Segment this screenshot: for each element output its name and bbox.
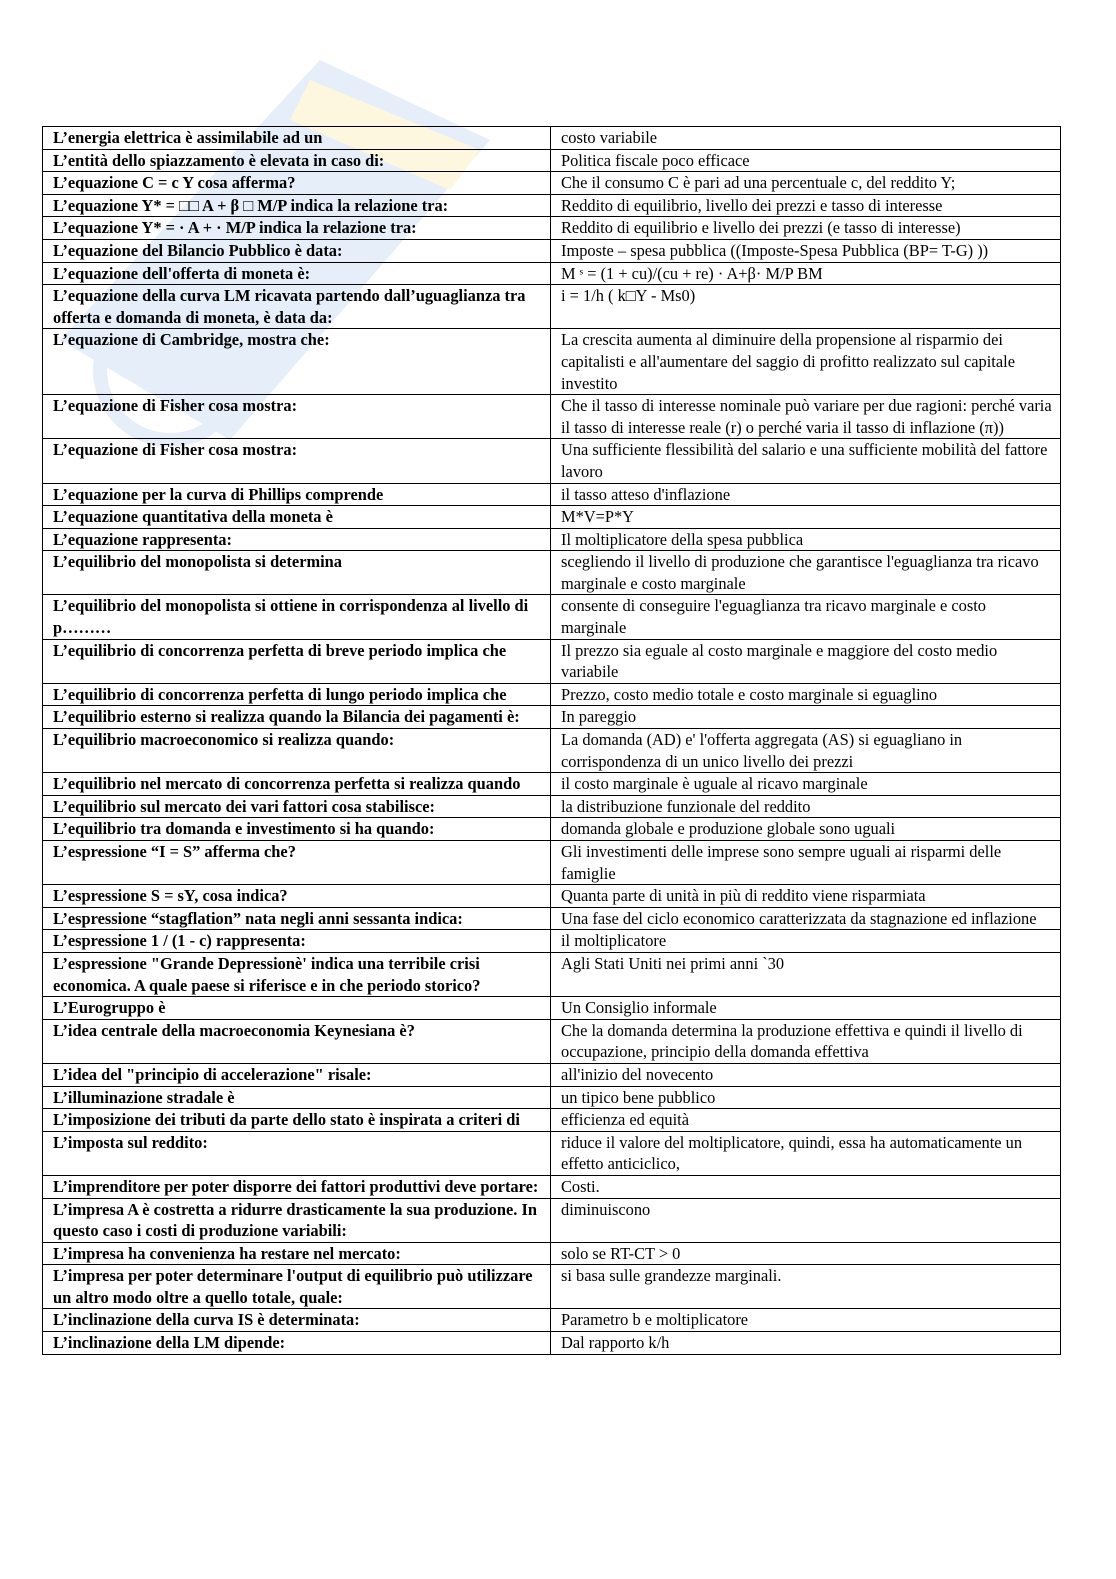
table-row [43,551,1061,595]
table-row [43,818,1061,841]
question-cell: L’equazione dell'offerta di moneta è: [43,262,551,285]
answer-cell: Il moltiplicatore della spesa pubblica [551,528,1061,551]
question-cell: L’espressione 1 / (1 - c) rappresenta: [43,930,551,953]
question-cell: L’inclinazione della curva IS è determinata: [43,1309,551,1332]
answer-cell: Gli investimenti delle imprese sono sempre uguali ai risparmi delle famiglie [551,841,1061,885]
answer-cell: i = 1/h ( k□Y - Ms0) [551,285,1061,329]
question-cell: L’impresa A è costretta a ridurre drasticamente la sua produzione. In questo caso i costi di produzione variabili: [43,1198,551,1242]
table-row [43,1019,1061,1063]
question-cell: L’equilibrio del monopolista si determina [43,551,551,595]
question-cell: L’Eurogruppo è [43,997,551,1020]
answer-cell: domanda globale e produzione globale sono uguali [551,818,1061,841]
answer-cell: il costo marginale è uguale al ricavo marginale [551,773,1061,796]
question-cell: L’equilibrio di concorrenza perfetta di breve periodo implica che [43,639,551,683]
answer-cell: Una fase del ciclo economico caratterizzata da stagnazione ed inflazione [551,907,1061,930]
question-cell: L’equazione Y* = · A + · M/P indica la relazione tra: [43,217,551,240]
table-row [43,239,1061,262]
answer-cell: il moltiplicatore [551,930,1061,953]
answer-cell: Quanta parte di unità in più di reddito viene risparmiata [551,885,1061,908]
question-cell: L’equazione rappresenta: [43,528,551,551]
table-row [43,506,1061,529]
table-row [43,285,1061,329]
table-row [43,729,1061,773]
table-row [43,639,1061,683]
answer-cell: Il prezzo sia eguale al costo marginale e maggiore del costo medio variabile [551,639,1061,683]
answer-cell: Dal rapporto k/h [551,1332,1061,1355]
answer-cell: solo se RT-CT > 0 [551,1242,1061,1265]
table-row [43,595,1061,639]
question-cell: L’espressione “I = S” afferma che? [43,841,551,885]
table-row [43,194,1061,217]
answer-cell: La crescita aumenta al diminuire della propensione al risparmio dei capitalisti e all'aumentare del saggio di profitto realizzato sul capitale investito [551,329,1061,395]
question-cell: L’espressione “stagflation” nata negli anni sessanta indica: [43,907,551,930]
question-cell: L’espressione S = sY, cosa indica? [43,885,551,908]
question-cell: L’equazione di Fisher cosa mostra: [43,439,551,483]
question-cell: L’equazione quantitativa della moneta è [43,506,551,529]
answer-cell: Agli Stati Uniti nei primi anni `30 [551,952,1061,996]
answer-cell: diminuiscono [551,1198,1061,1242]
question-cell: L’equilibrio del monopolista si ottiene in corrispondenza al livello di p……… [43,595,551,639]
question-cell: L’equilibrio sul mercato dei vari fattori cosa stabilisce: [43,795,551,818]
question-cell: L’imposta sul reddito: [43,1131,551,1175]
table-row [43,1332,1061,1355]
table-row [43,795,1061,818]
answer-cell: M ˢ = (1 + cu)/(cu + re) · A+β· M/P BM [551,262,1061,285]
answer-cell: Che il tasso di interesse nominale può variare per due ragioni: perché varia il tasso di interesse reale (r) o perché varia il tasso di inflazione (π)) [551,395,1061,439]
answer-cell: Imposte – spesa pubblica ((Imposte-Spesa Pubblica (BP= T-G) )) [551,239,1061,262]
table-row [43,907,1061,930]
question-cell: L’illuminazione stradale è [43,1086,551,1109]
answer-cell: consente di conseguire l'eguaglianza tra ricavo marginale e costo marginale [551,595,1061,639]
table-row [43,1242,1061,1265]
question-cell: L’equazione di Cambridge, mostra che: [43,329,551,395]
answer-cell: all'inizio del novecento [551,1063,1061,1086]
table-row [43,127,1061,150]
question-cell: L’idea del "principio di accelerazione" risale: [43,1063,551,1086]
answer-cell: M*V=P*Y [551,506,1061,529]
answer-cell: Costi. [551,1175,1061,1198]
table-row [43,997,1061,1020]
table-row [43,172,1061,195]
answer-cell: riduce il valore del moltiplicatore, quindi, essa ha automaticamente un effetto anticiclico, [551,1131,1061,1175]
question-cell: L’idea centrale della macroeconomia Keynesiana è? [43,1019,551,1063]
answer-cell: Reddito di equilibrio, livello dei prezzi e tasso di interesse [551,194,1061,217]
question-cell: L’equilibrio nel mercato di concorrenza perfetta si realizza quando [43,773,551,796]
table-row [43,1198,1061,1242]
qa-table [42,126,1061,1355]
table-row [43,1063,1061,1086]
question-cell: L’imposizione dei tributi da parte dello stato è inspirata a criteri di [43,1109,551,1132]
table-row [43,841,1061,885]
table-row [43,149,1061,172]
table-row [43,885,1061,908]
answer-cell: Che il consumo C è pari ad una percentuale c, del reddito Y; [551,172,1061,195]
question-cell: L’equazione della curva LM ricavata partendo dall’uguaglianza tra offerta e domanda di moneta, è data da: [43,285,551,329]
table-row [43,683,1061,706]
question-cell: L’equilibrio tra domanda e investimento si ha quando: [43,818,551,841]
question-cell: L’equazione Y* = □□ A + β □ M/P indica la relazione tra: [43,194,551,217]
question-cell: L’equazione C = c Y cosa afferma? [43,172,551,195]
table-row [43,706,1061,729]
table-row [43,1131,1061,1175]
answer-cell: La domanda (AD) e' l'offerta aggregata (AS) si eguagliano in corrispondenza di un unico livello dei prezzi [551,729,1061,773]
question-cell: L’energia elettrica è assimilabile ad un [43,127,551,150]
question-cell: L’equazione per la curva di Phillips comprende [43,483,551,506]
question-cell: L’equazione del Bilancio Pubblico è data: [43,239,551,262]
question-cell: L’entità dello spiazzamento è elevata in caso di: [43,149,551,172]
table-row [43,930,1061,953]
answer-cell: In pareggio [551,706,1061,729]
table-row [43,1309,1061,1332]
answer-cell: il tasso atteso d'inflazione [551,483,1061,506]
table-row [43,1109,1061,1132]
question-cell: L’equazione di Fisher cosa mostra: [43,395,551,439]
answer-cell: Politica fiscale poco efficace [551,149,1061,172]
table-row [43,217,1061,240]
table-row [43,483,1061,506]
question-cell: L’equilibrio macroeconomico si realizza quando: [43,729,551,773]
question-cell: L’espressione "Grande Depressionè' indica una terribile crisi economica. A quale paese si riferisce e in che periodo storico? [43,952,551,996]
question-cell: L’imprenditore per poter disporre dei fattori produttivi deve portare: [43,1175,551,1198]
answer-cell: si basa sulle grandezze marginali. [551,1265,1061,1309]
answer-cell: Che la domanda determina la produzione effettiva e quindi il livello di occupazione, principio della domanda effettiva [551,1019,1061,1063]
table-row [43,262,1061,285]
table-row [43,1175,1061,1198]
table-row [43,329,1061,395]
answer-cell: Parametro b e moltiplicatore [551,1309,1061,1332]
table-row [43,395,1061,439]
answer-cell: scegliendo il livello di produzione che garantisce l'eguaglianza tra ricavo marginale e costo marginale [551,551,1061,595]
answer-cell: Un Consiglio informale [551,997,1061,1020]
table-row [43,1086,1061,1109]
answer-cell: la distribuzione funzionale del reddito [551,795,1061,818]
question-cell: L’inclinazione della LM dipende: [43,1332,551,1355]
answer-cell: Una sufficiente flessibilità del salario e una sufficiente mobilità del fattore lavoro [551,439,1061,483]
answer-cell: efficienza ed equità [551,1109,1061,1132]
question-cell: L’equilibrio di concorrenza perfetta di lungo periodo implica che [43,683,551,706]
table-row [43,773,1061,796]
answer-cell: Prezzo, costo medio totale e costo marginale si eguaglino [551,683,1061,706]
answer-cell: un tipico bene pubblico [551,1086,1061,1109]
table-row [43,528,1061,551]
question-cell: L’impresa per poter determinare l'output di equilibrio può utilizzare un altro modo oltre a quello totale, quale: [43,1265,551,1309]
answer-cell: Reddito di equilibrio e livello dei prezzi (e tasso di interesse) [551,217,1061,240]
answer-cell: costo variabile [551,127,1061,150]
question-cell: L’impresa ha convenienza ha restare nel mercato: [43,1242,551,1265]
table-row [43,439,1061,483]
table-row [43,1265,1061,1309]
table-row [43,952,1061,996]
question-cell: L’equilibrio esterno si realizza quando la Bilancia dei pagamenti è: [43,706,551,729]
